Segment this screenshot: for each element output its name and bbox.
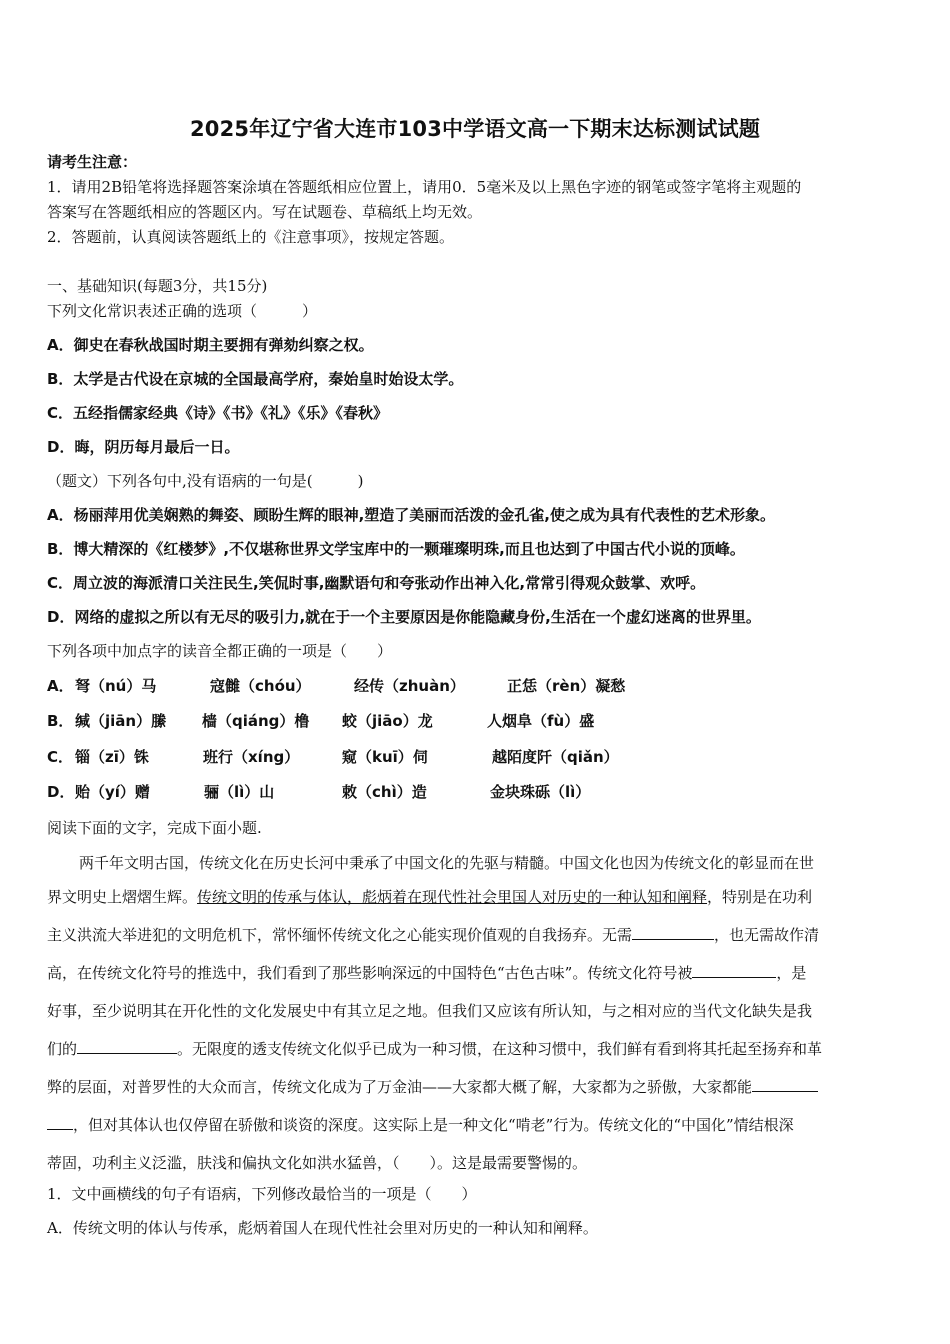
passage-text: 弊的层面，对普罗性的大众而言，传统文化成为了万金油——大家都大概了解，大家都为之骄傲，大家都能 [47,1078,753,1096]
pinyin-item: 弩（nú）马 [75,677,157,695]
passage-text: ，特别是在功利 [707,888,813,906]
passage-line: 好事，至少说明其在开化性的文化发展史中有其立足之地。但我们又应该有所认知，与之相对应的当代文化缺失是我 [47,1002,813,1020]
notice-item-1-line-1: 1．请用2B铅笔将选择题答案涂填在答题纸相应位置上，请用0．5毫米及以上黑色字迹的钢笔或签字笔将主观题的 [47,178,802,196]
pinyin-item: 班行（xíng） [203,748,300,766]
pinyin-item: 缄（jiān）縢 [75,712,167,730]
row-label: A． [47,677,74,695]
passage-line [47,1038,822,1059]
passage-line [47,886,812,907]
notice-item-1-line-2: 答案写在答题纸相应的答题区内。写在试题卷、草稿纸上均无效。 [47,203,483,221]
passage-text: ，是 [776,964,807,982]
pinyin-item: 正恁（rèn）凝愁 [507,677,626,695]
passage-line [47,924,819,945]
passage-text: 主义洪流大举进犯的文明危机下，常怀缅怀传统文化之心能实现价值观的自我扬弃。无需 [47,926,633,944]
question-1-option-b: B．太学是古代设在京城的全国最高学府，秦始皇时始设太学。 [47,370,464,388]
row-label: B． [47,712,74,730]
pinyin-item: 樯（qiáng）橹 [202,712,310,730]
notice-heading: 请考生注意： [47,153,138,171]
passage-line: 蒂固，功利主义泛滥，肤浅和偏执文化如洪水猛兽，（ ）。这是最需要警惕的。 [47,1154,588,1172]
passage-text: 们的 [47,1040,78,1058]
blank-1 [632,925,714,940]
passage-line: 两千年文明古国，传统文化在历史长河中秉承了中国文化的先驱与精髓。中国文化也因为传统文化的彰显而在世 [79,854,815,872]
passage-text: 界文明史上熠熠生辉。 [47,888,198,906]
question-2-option-a: A．杨丽萍用优美娴熟的舞姿、顾盼生辉的眼神,塑造了美丽而活泼的金孔雀,使之成为具有代表性的艺术形象。 [47,506,776,524]
pinyin-item: 寇雠（chóu） [210,677,311,695]
passage-text: ，但对其体认也仅停留在骄傲和谈资的深度。这实际上是一种文化“啃老”行为。传统文化的“中国化”情结根深 [73,1116,794,1134]
pinyin-item: 经传（zhuàn） [354,677,465,695]
underlined-sentence: 传统文明的传承与体认，彪炳着在现代性社会里国人对历史的一种认知和阐释 [197,888,708,906]
passage-text: ，也无需故作清 [714,926,820,944]
pinyin-item: 蛟（jiāo）龙 [342,712,433,730]
pinyin-item: 人烟阜（fù）盛 [487,712,595,730]
passage-text: 高，在传统文化符号的推选中，我们看到了那些影响深远的中国特色“古色古味”。传统文化符号被 [47,964,693,982]
pinyin-item: 锱（zī）铢 [75,748,149,766]
blank-4-cont [47,1115,73,1130]
passage-text: 。无限度的透支传统文化似乎已成为一种习惯，在这种习惯中，我们鲜有看到将其托起至扬弃和革 [177,1040,823,1058]
pinyin-item: 金块珠砾（lì） [490,783,591,801]
blank-4 [752,1077,818,1092]
passage-line [47,1076,818,1097]
question-2-stem: （题文）下列各句中,没有语病的一句是( ) [47,472,364,490]
passage-line [47,1114,794,1135]
pinyin-item: 贻（yí）赠 [75,783,150,801]
blank-2 [692,963,776,978]
question-3-stem: 下列各项中加点字的读音全都正确的一项是（ ） [47,642,393,660]
page-title: 2025年辽宁省大连市103中学语文高一下期末达标测试试题 [189,117,761,141]
question-1-option-c: C．五经指儒家经典《诗》《书》《礼》《乐》《春秋》 [47,404,389,422]
pinyin-item: 骊（lì）山 [204,783,275,801]
question-1-option-a: A．御史在春秋战国时期主要拥有弹劾纠察之权。 [47,336,374,354]
row-label: C． [47,748,74,766]
pinyin-item: 窥（kuī）伺 [342,748,428,766]
notice-item-2: 2．答题前，认真阅读答题纸上的《注意事项》，按规定答题。 [47,228,455,246]
question-2-option-c: C．周立波的海派清口关注民生,笑侃时事,幽默语句和夸张动作出神入化,常常引得观众鼓掌、欢呼。 [47,574,706,592]
pinyin-item: 敕（chì）造 [342,783,427,801]
sub-question-1-stem: 1．文中画横线的句子有语病，下列修改最恰当的一项是（ ） [47,1185,477,1203]
row-label: D． [47,783,75,801]
pinyin-item: 越陌度阡（qiǎn） [492,748,619,766]
section-heading: 一、基础知识(每题3分，共15分) [47,277,268,295]
passage-line [47,962,806,983]
question-2-option-b: B．博大精深的《红楼梦》,不仅堪称世界文学宝库中的一颗璀璨明珠,而且也达到了中国古代小说的顶峰。 [47,540,745,558]
blank-3 [77,1039,177,1054]
sub-question-1-option-a: A．传统文明的体认与传承，彪炳着国人在现代性社会里对历史的一种认知和阐释。 [47,1219,598,1237]
question-1-option-d: D．晦，阴历每月最后一日。 [47,438,240,456]
question-2-option-d: D．网络的虚拟之所以有无尽的吸引力,就在于一个主要原因是你能隐藏身份,生活在一个虚幻迷离的世界里。 [47,608,761,626]
reading-intro: 阅读下面的文字，完成下面小题. [47,819,262,837]
question-1-stem: 下列文化常识表述正确的选项（ ） [47,302,318,320]
